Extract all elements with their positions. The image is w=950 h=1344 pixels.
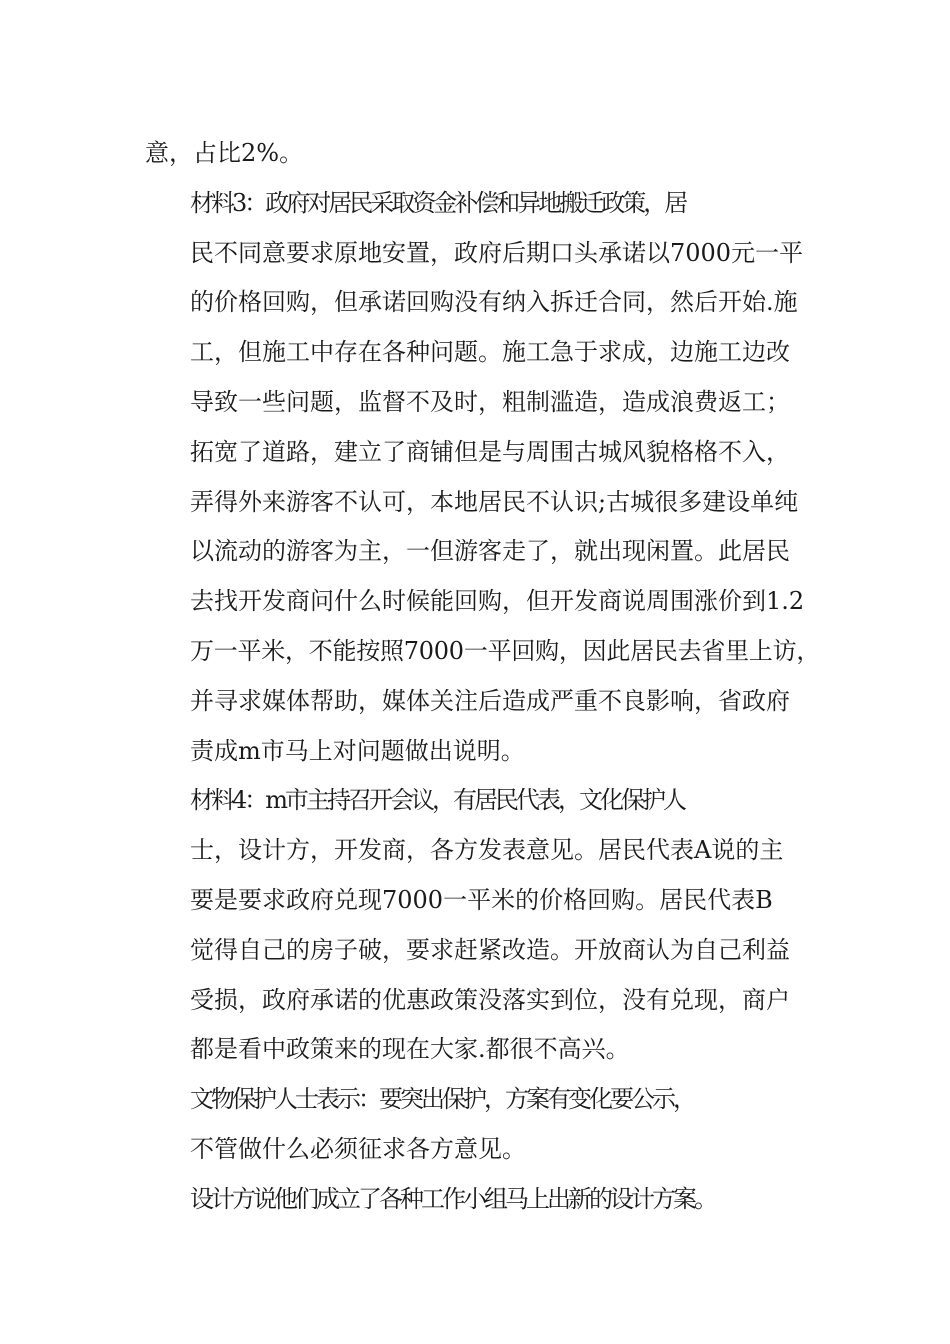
text-line: 弄得外来游客不认可，本地居民不认识;古城很多建设单纯	[190, 487, 799, 516]
paragraph-continuation	[145, 129, 825, 179]
document-body	[145, 129, 825, 1225]
text-line: 要是要求政府兑现7000一平米的价格回购。居民代表B	[190, 885, 773, 914]
text-line: 的价格回购，但承诺回购没有纳入拆迁合同，然后开始.施	[190, 288, 798, 317]
paragraph-design-team	[145, 1175, 825, 1225]
text-line: 并寻求媒体帮助，媒体关注后造成严重不良影响，省政府	[190, 686, 790, 715]
text-line: 士，设计方，开发商，各方发表意见。居民代表A说的主	[190, 836, 784, 865]
text-line: 材料3：政府对居民采取资金补偿和异地搬迁政策，居	[190, 188, 686, 217]
text-line: 意，占比2%。	[145, 139, 304, 167]
text-line: 受损，政府承诺的优惠政策没落实到位，没有兑现，商户	[190, 985, 790, 1014]
text-line: 都是看中政策来的现在大家.都很不高兴。	[190, 1035, 630, 1064]
text-line: 责成m市马上对问题做出说明。	[190, 736, 525, 765]
paragraph-heritage-experts	[145, 1075, 825, 1175]
text-line: 材料4：m市主持召开会议，有居民代表，文化保护人	[190, 786, 685, 815]
text-line: 觉得自己的房子破，要求赶紧改造。开放商认为自己利益	[190, 935, 790, 964]
text-line: 工，但施工中存在各种问题。施工急于求成，边施工边改	[190, 338, 790, 367]
text-line: 拓宽了道路，建立了商铺但是与周围古城风貌格格不入，	[190, 437, 790, 466]
text-line: 导致一些问题，监督不及时，粗制滥造，造成浪费返工；	[190, 387, 790, 416]
text-line: 万一平米，不能按照7000一平回购，因此居民去省里上访，	[190, 636, 821, 665]
text-line: 文物保护人士表示：要突出保护，方案有变化要公示，	[190, 1085, 694, 1114]
text-line: 以流动的游客为主，一但游客走了，就出现闲置。此居民	[190, 537, 790, 566]
paragraph-material-3	[145, 179, 825, 777]
text-line: 去找开发商问什么时候能回购，但开发商说周围涨价到1.2	[190, 587, 805, 616]
text-line: 设计方说他们成立了各种工作小组马上出新的设计方案。	[190, 1184, 715, 1213]
text-line: 民不同意要求原地安置，政府后期口头承诺以7000元一平	[190, 238, 804, 267]
text-line: 不管做什么必须征求各方意见。	[190, 1134, 526, 1163]
paragraph-material-4	[145, 776, 825, 1075]
